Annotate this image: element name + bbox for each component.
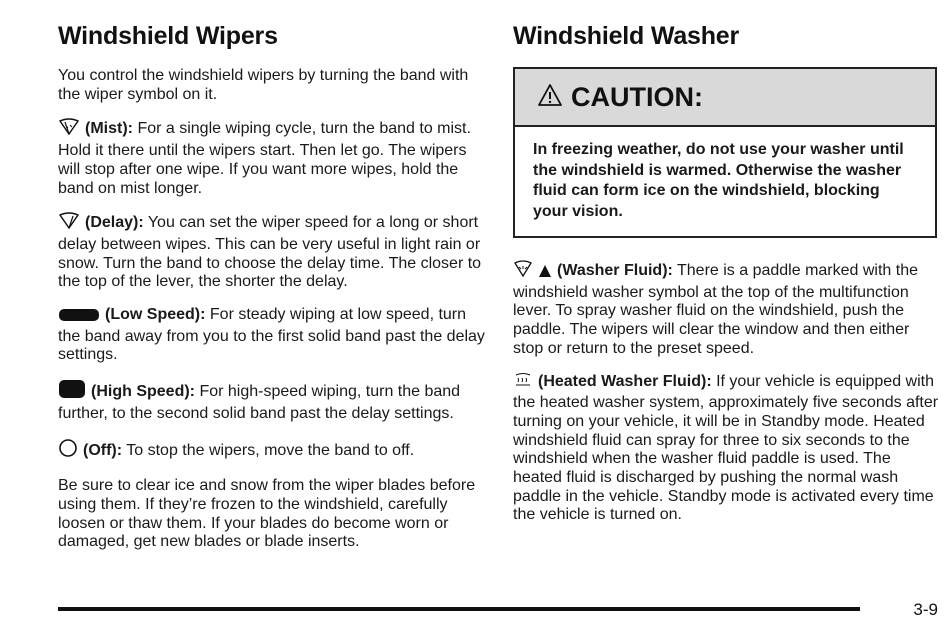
low-speed-label: (Low Speed): [105,306,206,324]
off-text: To stop the wipers, move the band to off. [126,441,415,459]
delay-paragraph [58,212,486,292]
heated-washer-icon [513,373,533,395]
mist-paragraph [58,118,486,198]
wipers-section [58,22,486,566]
delay-label: (Delay): [85,214,144,232]
wipers-title: Windshield Wipers [58,22,278,50]
page-number: 3-9 [913,600,938,619]
washer-fluid-paragraph [513,260,941,359]
paddle-triangle-icon [538,264,552,284]
low-speed-text: For steady wiping at low speed, turn the band away from you to the first solid band past the delay settings. [58,306,485,364]
high-speed-text: For high-speed wiping, turn the band further, to the second solid band past the delay settings. [58,383,461,422]
wipers-intro: You control the windshield wipers by turning the band with the wiper symbol on it. [58,67,469,103]
low-speed-paragraph [58,306,486,365]
low-speed-band-icon [58,308,100,328]
washer-title: Windshield Washer [513,22,740,50]
footer-rule [58,607,860,611]
mist-wiper-icon [58,118,80,142]
off-paragraph [58,438,486,464]
washer-fluid-text: There is a paddle marked with the windshield washer symbol at the top of the multifunction lever. To spray washer fluid on the windshield, push the paddle. The wipers will clear the window and then either stop or return to the preset speed. [513,262,919,357]
caution-heading: CAUTION: [571,81,703,112]
off-label: (Off): [83,441,123,459]
high-speed-label: (High Speed): [91,383,195,401]
mist-label: (Mist): [85,120,133,138]
wipers-closing: Be sure to clear ice and snow from the wiper blades before using them. If they’re frozen to the windshield, carefully loosen or thaw them. If your blades do become worn or damaged, get new blades or blade inserts. [58,477,476,551]
heated-washer-label: (Heated Washer Fluid): [538,372,712,390]
caution-header [515,69,935,127]
caution-text: In freezing weather, do not use your washer until the windshield is warmed. Otherwise the washer fluid can form ice on the windshield, blocking your vision. [533,141,904,220]
off-circle-icon [58,438,78,464]
high-speed-paragraph [58,379,486,423]
heated-washer-text: If your vehicle is equipped with the heated washer system, approximately five seconds after turning on your vehicle, it will be in Standby mode. Heated windshield fluid can spray for three to six seconds to the windshield when the washer fluid paddle is used. The heated fluid is discharged by pushing the normal wash paddle in the vehicle. Standby mode is activated every time the vehicle is turned on. [513,372,939,524]
washer-fluid-icon [513,260,533,284]
delay-wiper-icon [58,212,80,236]
washer-fluid-label: (Washer Fluid): [557,262,673,279]
heated-washer-paragraph [513,373,941,526]
caution-box [513,67,937,238]
washer-section [513,22,941,539]
warning-triangle-icon [537,83,563,112]
mist-text: For a single wiping cycle, turn the band to mist. Hold it there until the wipers start. Then let go. The wipers will stop after one wipe. If you want more wipes, hold the band on mist longer. [58,120,471,197]
high-speed-band-icon [58,379,86,405]
delay-text: You can set the wiper speed for a long or short delay between wipes. This can be very useful in light rain or snow. Turn the band to choose the delay time. The closer to the top of the lever, the shorter the delay. [58,214,482,291]
